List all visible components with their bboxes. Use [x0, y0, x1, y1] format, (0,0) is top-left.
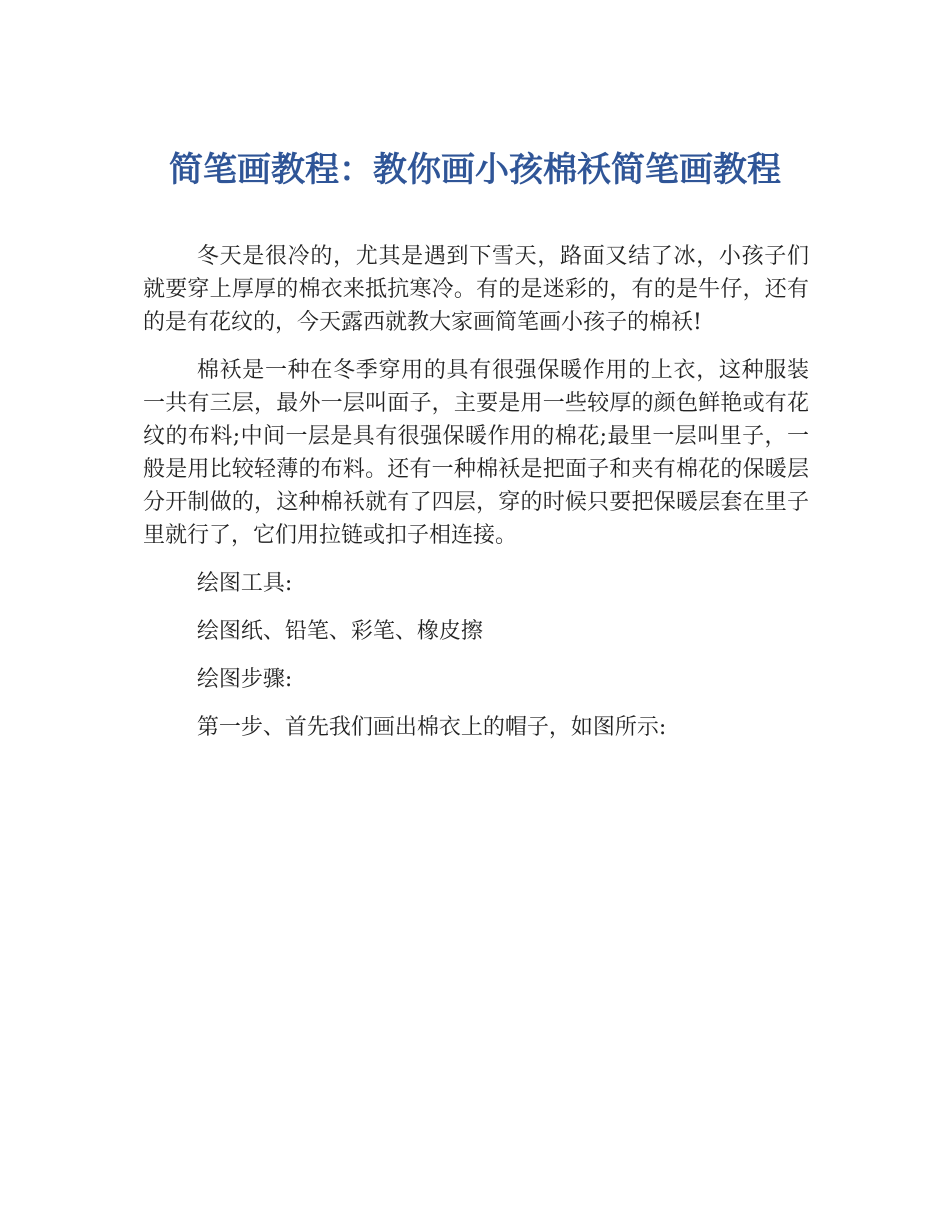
intro-paragraph: 冬天是很冷的，尤其是遇到下雪天，路面又结了冰，小孩子们就要穿上厚厚的棉衣来抵抗寒冷。有的是迷彩的，有的是牛仔，还有的是有花纹的，今天露西就教大家画简笔画小孩子的棉袄!	[143, 244, 809, 335]
description-paragraph: 棉袄是一种在冬季穿用的具有很强保暖作用的上衣，这种服装一共有三层，最外一层叫面子，主要是用一些较厚的颜色鲜艳或有花纹的布料;中间一层是具有很强保暖作用的棉花;最里一层叫里子，一般是用比较轻薄的布料。还有一种棉袄是把面子和夹有棉花的保暖层分开制做的，这种棉袄就有了四层，穿的时候只要把保暖层套在里子里就行了，它们用拉链或扣子相连接。	[143, 358, 809, 548]
tools-heading: 绘图工具:	[196, 571, 293, 596]
document-body	[143, 240, 809, 759]
steps-heading: 绘图步骤:	[196, 667, 293, 692]
step-1-text: 第一步、首先我们画出棉衣上的帽子，如图所示:	[196, 715, 667, 740]
tools-list: 绘图纸、铅笔、彩笔、橡皮擦	[196, 619, 483, 644]
document-title: 简笔画教程：教你画小孩棉袄简笔画教程	[169, 150, 781, 190]
